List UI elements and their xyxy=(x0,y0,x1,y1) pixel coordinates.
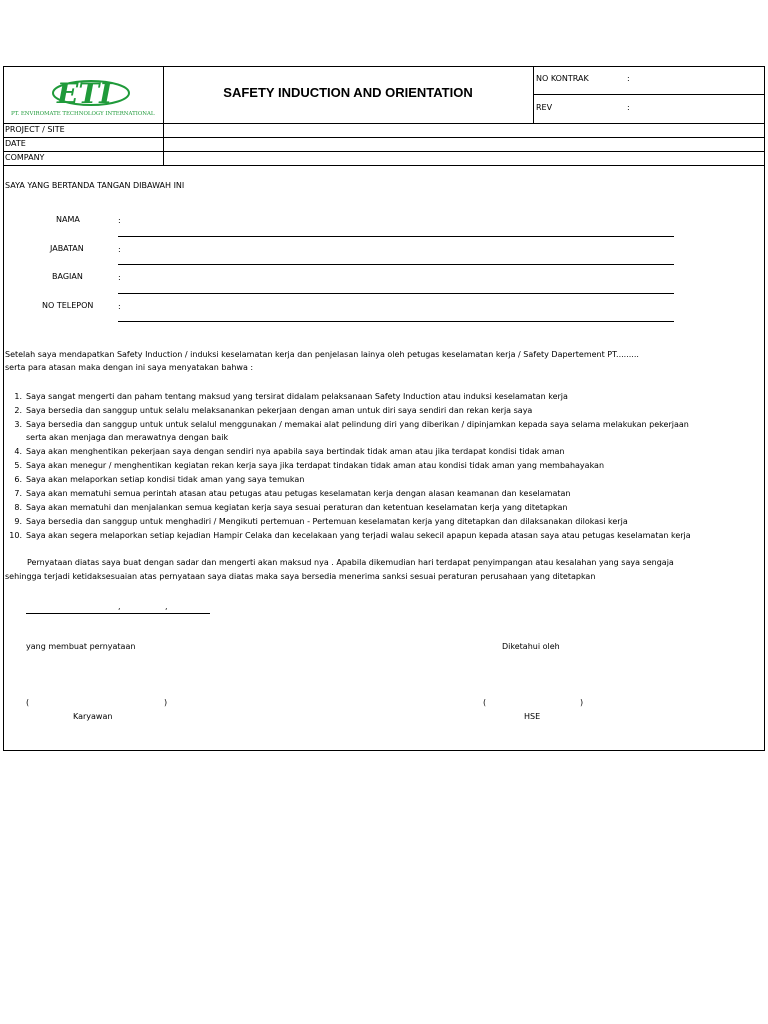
jabatan-colon: : xyxy=(118,245,121,254)
employee-signature-field[interactable] xyxy=(34,695,162,709)
close-paren: ) xyxy=(164,698,168,707)
jabatan-field[interactable] xyxy=(118,253,674,265)
open-paren: ( xyxy=(483,698,487,707)
logo-text: ETI xyxy=(57,77,113,110)
list-number: 10. xyxy=(9,531,22,540)
list-text: Saya akan menghentikan pekerjaan saya dengan sendiri nya apabila saya bertindak tidak aman atau jika terdapat kondisi tidak aman xyxy=(26,447,565,456)
list-text: Saya akan mematuhi semua perintah atasan atau petugas atau petugas keselamatan kerja dengan alasan keamanan dan keselamatan xyxy=(26,489,571,498)
date-separator: , xyxy=(118,602,121,611)
paragraph-line-2: serta para atasan maka dengan ini saya menyatakan bahwa : xyxy=(5,363,254,372)
open-paren: ( xyxy=(26,698,30,707)
no-kontrak-label: NO KONTRAK xyxy=(536,74,589,83)
statement-line-1: Pernyataan diatas saya buat dengan sadar dan mengerti akan maksud nya . Apabila dikemudian hari terdapat penyimpangan atau kesalahan yang saya sengaja xyxy=(27,558,674,567)
project-site-input[interactable] xyxy=(165,124,763,137)
list-text: Saya akan segera melaporkan setiap kejadian Hampir Celaka dan kecelakaan yang terjadi walau sekecil apapun kepada atasan saya atau petugas keselamatan kerja xyxy=(26,531,691,540)
nama-label: NAMA xyxy=(56,215,80,224)
divider xyxy=(533,67,534,124)
list-text: Saya sangat mengerti dan paham tentang maksud yang tersirat didalam pelaksanaan Safety Induction atau induksi keselamatan kerja xyxy=(26,392,568,401)
list-number: 3. xyxy=(14,420,22,429)
list-text: Saya akan melaporkan setiap kondisi tidak aman yang saya temukan xyxy=(26,475,305,484)
divider xyxy=(533,94,765,95)
bagian-colon: : xyxy=(118,273,121,282)
logo-subtitle: PT. ENVIROMATE TECHNOLOGY INTERNATIONAL xyxy=(11,111,155,117)
no-kontrak-colon: : xyxy=(627,74,630,83)
jabatan-label: JABATAN xyxy=(50,244,84,253)
date-label: DATE xyxy=(5,139,26,148)
date-separator: , xyxy=(165,602,168,611)
no-telepon-label: NO TELEPON xyxy=(42,301,94,310)
rev-label: REV xyxy=(536,103,553,112)
rev-input[interactable] xyxy=(634,96,762,122)
bagian-field[interactable] xyxy=(118,282,674,294)
hse-signature-field[interactable] xyxy=(491,695,579,709)
list-number: 1. xyxy=(14,392,22,401)
list-number: 4. xyxy=(14,447,22,456)
intro-text: SAYA YANG BERTANDA TANGAN DIBAWAH INI xyxy=(5,181,185,190)
no-telepon-field[interactable] xyxy=(118,310,674,322)
company-logo xyxy=(4,67,163,123)
acknowledged-label: Diketahui oleh xyxy=(502,642,560,651)
close-paren: ) xyxy=(580,698,584,707)
list-number: 9. xyxy=(14,517,22,526)
form-title: SAFETY INDUCTION AND ORIENTATION xyxy=(223,85,473,100)
bagian-label: BAGIAN xyxy=(52,272,83,281)
rev-colon: : xyxy=(627,103,630,112)
date-input[interactable] xyxy=(165,138,763,151)
paragraph-line-1: Setelah saya mendapatkan Safety Induction / induksi keselamatan kerja dan penjelasan lainya oleh petugas keselamatan kerja / Safety Dapertement PT......... xyxy=(5,350,639,359)
list-text: Saya akan menegur / menghentikan kegiatan rekan kerja saya jika terdapat tindakan tidak aman atau kondisi tidak aman yang membahayakan xyxy=(26,461,605,470)
eti-logo-icon xyxy=(11,73,161,119)
no-kontrak-input[interactable] xyxy=(634,69,762,93)
list-number: 8. xyxy=(14,503,22,512)
list-text: Saya bersedia dan sanggup untuk selalu melaksanankan pekerjaan dengan aman untuk diri saya sendiri dan rekan kerja saya xyxy=(26,406,533,415)
divider xyxy=(4,165,764,166)
project-site-label: PROJECT / SITE xyxy=(5,125,65,134)
nama-colon: : xyxy=(118,216,121,225)
list-number: 6. xyxy=(14,475,22,484)
company-input[interactable] xyxy=(165,152,763,165)
employee-role: Karyawan xyxy=(73,712,113,721)
list-number: 5. xyxy=(14,461,22,470)
nama-field[interactable] xyxy=(118,225,674,237)
list-text: serta akan menjaga dan merawatnya dengan baik xyxy=(26,433,229,442)
maker-label: yang membuat pernyataan xyxy=(26,642,136,651)
induction-form xyxy=(3,66,765,751)
list-number: 7. xyxy=(14,489,22,498)
no-telepon-colon: : xyxy=(118,302,121,311)
list-text: Saya bersedia dan sanggup untuk untuk selalul menggunakan / memakai alat pelindung diri yang diberikan / dipinjamkan kepada saya selama melakukan pekerjaan xyxy=(26,420,689,429)
list-text: Saya akan mematuhi dan menjalankan semua kegiatan kerja saya sesuai peraturan dan ketentuan keselamatan kerja yang ditetapkan xyxy=(26,503,568,512)
list-text: Saya bersedia dan sanggup untuk menghadiri / Mengikuti pertemuan - Pertemuan keselamatan kerja yang ditetapkan dan dilaksanakan dilokasi kerja xyxy=(26,517,628,526)
list-number: 2. xyxy=(14,406,22,415)
hse-role: HSE xyxy=(524,712,541,721)
statement-line-2: sehingga terjadi ketidaksesuaian atas pernyataan saya diatas maka saya bersedia menerima sanksi sesuai peraturan perusahaan yang ditetapkan xyxy=(5,572,596,581)
company-label: COMPANY xyxy=(5,153,45,162)
